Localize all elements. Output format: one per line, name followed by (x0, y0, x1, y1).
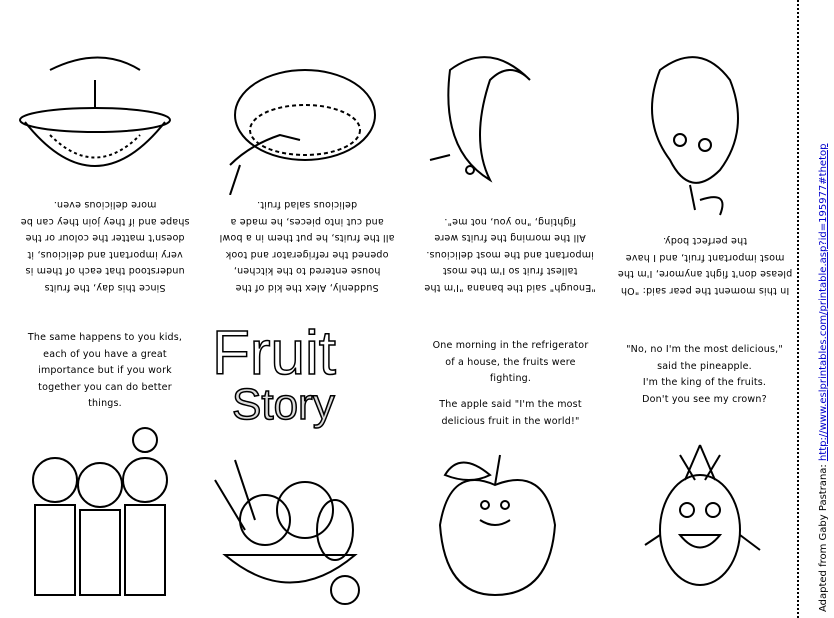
page-suddenly-alex: Suddenly, Alex the kid of the house entered to the kitchen, opened the refrigerator and took all the fruits, he put them in a bowl and cut into pieces, he made a delicious salad fruit. (219, 199, 395, 293)
page-since-this-day: Since this day, the fruits understood that each of them is very important and delicious, it doesn't matter the colour or the shape and if they join they can be more delicious even. (20, 199, 190, 293)
credit-line (818, 144, 829, 612)
page-same-happens: The same happens to you kids, each of you have a great importance but if you work together you can do better things. (27, 332, 183, 409)
credit-text: Adapted from Gaby Pastrana: (818, 461, 829, 612)
page-pear-said: In this moment the pear said: "Oh please don't fight anymore, I'm the most important fruit, and I have the perfect body. (617, 235, 793, 296)
page-one-morning: One morning in the refrigerator of a house, the fruits were fighting. (432, 340, 589, 384)
banana-illustration (420, 40, 560, 190)
apple-illustration (430, 445, 565, 605)
page-pineapple-said: "No, no I'm the most delicious," said the pineapple. I'm the king of the fruits. Don't you see my crown? (626, 344, 783, 405)
page-banana-enough: "Enough" said the banana "I'm the tallest fruit so I'm the most important and the most delicious. All the morning the fruits were fighting, "no you, not me". (424, 216, 596, 293)
kids-illustration (15, 420, 185, 605)
title-story: Story (232, 380, 335, 429)
pear-illustration (620, 40, 770, 220)
salad-bowl-hand-illustration (210, 45, 380, 195)
pineapple-illustration (625, 435, 775, 605)
title-fruit: Fruit (212, 319, 336, 388)
bowl-dome-illustration (10, 40, 180, 170)
cut-line (797, 0, 799, 618)
credit-link[interactable]: http://www.eslprintables.com/printable.asp?id=195977#thetop (818, 143, 829, 462)
page-apple-said: The apple said "I'm the most delicious fruit in the world!" (439, 399, 582, 427)
fruit-bowl-illustration (205, 440, 375, 610)
